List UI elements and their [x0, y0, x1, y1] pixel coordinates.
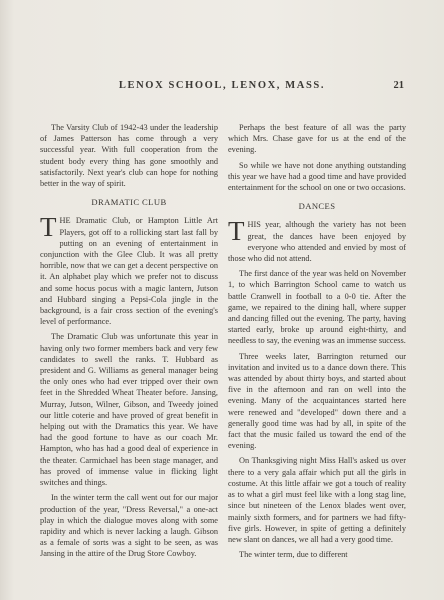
page-number: 21 — [393, 80, 404, 91]
running-header — [40, 80, 404, 96]
dances-paragraph-1 — [228, 216, 406, 264]
dramatic-club-paragraph-3: In the winter term the call went out for our major production of the year, "Dress Reversal," a one-act play in which the dialogue moves along with some rapidity and which is never lacking a laugh. Gibson as a female of sorts was a sight to be seen, as was Jansing in the attire of the Drug Store Cowboy. — [40, 493, 218, 559]
dramatic-club-paragraph-1-text: HE Dramatic Club, or Hampton Little Art Players, got off to a rollicking start last fall by putting on an evening of entertainment in conjunction with the Glee Club. It was all pretty horrible, now that we can get a decent perspective on it. An alphabet play which we prefer not to discuss and some hocus pocus with a magic lantern, Jutson and Hubbard singing a Pepsi-Cola jingle in the background, is a fair cross section of the evening's level of performance. — [40, 216, 218, 327]
running-title: LENOX SCHOOL, LENOX, MASS. — [118, 80, 326, 91]
dramatic-club-paragraph-1 — [40, 212, 218, 327]
dramatic-club-heading: DRAMATIC CLUB — [91, 197, 167, 208]
varsity-club-paragraph: The Varsity Club of 1942-43 under the leadership of James Patterson has come through a very successful year. With full cooperation from the student body every thing has gone smoothly and satisfactorily. Next year's club can hope for nothing better in the way of spirit. — [40, 123, 218, 189]
dances-dropcap: T — [228, 216, 245, 247]
dramatic-club-dropcap: T — [40, 212, 57, 243]
party-paragraph: Perhaps the best feature of all was the party which Mrs. Chase gave for us at the end of the evening. — [228, 123, 406, 155]
dances-paragraph-2: The first dance of the year was held on November 1, to which Barrington School came to watch us battle Cranwell in football to a 0-0 tie. After the game, we repaired to the dining hall, where supper and dancing filled out the evening. The party, having started early, broke up around eight-thirty, and needless to say, the evening was an immense success. — [228, 269, 406, 346]
summary-paragraph: So while we have not done anything outstanding this year we have had a good time and have provided entertainment for the school on one or two occasions. — [228, 160, 406, 193]
right-column — [228, 122, 406, 564]
dances-paragraph-1-text: HIS year, although the variety has not been great, the dances have been enjoyed by everyone who attended and envied by most of those who did not attend. — [228, 220, 406, 264]
left-column — [40, 122, 218, 564]
dances-paragraph-5: The winter term, due to different — [239, 550, 348, 560]
dramatic-club-paragraph-2: The Dramatic Club was unfortunate this year in having only two former members back and very few candidates to swell the ranks. T. Hubbard as president and G. Williams as general manager being the only ones who had ever tripped over their own feet in the Shredded Wheat Theater before. Jansing, Murray, Jutson, Wilner, Gibson, and Tweedy joined our little coterie and have proved of great benefit in helping out with the Dramatics this year. We have had the good fortune to have as our coach Mr. Hampton, who has had a good deal of experience in the theater. Carmichael has been stage manager, and has proved of immense value in flicking light switches and things. — [40, 332, 218, 488]
dances-paragraph-3: Three weeks later, Barrington returned our invitation and invited us to a dance down there. This was attended by about thirty boys, and started about five in the afternoon and ran on well into the evening. Many of the acquaintances started here were renewed and "developed" down there and a generally good time was had by all, in spite of the fact that the music failed us toward the end of the evening. — [228, 351, 406, 451]
dances-paragraph-4: On Thanksgiving night Miss Hall's asked us over there to a very gala affair which put all the girls in costume. At this little affair we got a touch of reality as to what a girl must feel like with a long stag line, since but nineteen of the Lenox blades went over, mainly sixth formers, and for partners we had fifty-five girls. However, in spite of getting a definitely new slant on dances, we all had a very good time. — [228, 456, 406, 544]
dances-heading: DANCES — [298, 201, 336, 212]
